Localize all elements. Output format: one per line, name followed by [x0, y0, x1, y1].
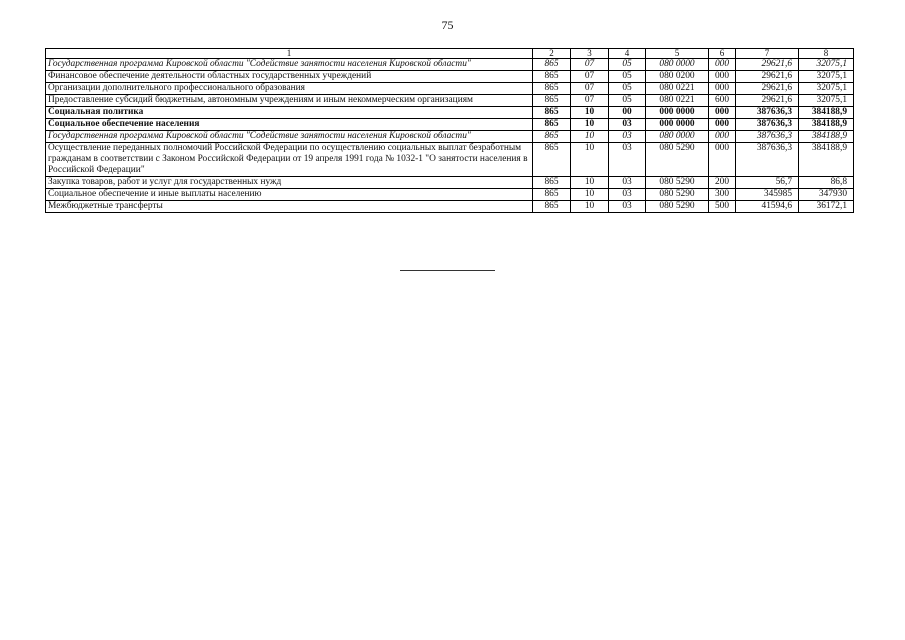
table-row — [46, 189, 854, 201]
subsection-code: 00 — [609, 107, 646, 119]
amount-col-7: 387636,3 — [736, 107, 799, 119]
target-article-code: 080 5290 — [646, 189, 709, 201]
target-article-code: 080 0000 — [646, 59, 709, 71]
section-code: 10 — [571, 189, 609, 201]
amount-col-8: 384188,9 — [799, 143, 854, 177]
target-article-code: 000 0000 — [646, 119, 709, 131]
table-row — [46, 143, 854, 177]
table-row — [46, 119, 854, 131]
admin-code: 865 — [533, 177, 571, 189]
row-name: Социальное обеспечение населения — [46, 119, 533, 131]
amount-col-7: 387636,3 — [736, 119, 799, 131]
target-article-code: 080 0000 — [646, 131, 709, 143]
expense-type-code: 600 — [709, 95, 736, 107]
expense-type-code: 000 — [709, 83, 736, 95]
amount-col-7: 29621,6 — [736, 59, 799, 71]
table-row — [46, 201, 854, 213]
admin-code: 865 — [533, 201, 571, 213]
row-name: Государственная программа Кировской области "Содействие занятости населения Кировской области" — [46, 131, 533, 143]
column-header: 4 — [609, 49, 646, 59]
admin-code: 865 — [533, 143, 571, 177]
expense-type-code: 000 — [709, 107, 736, 119]
amount-col-7: 387636,3 — [736, 143, 799, 177]
column-header: 6 — [709, 49, 736, 59]
subsection-code: 05 — [609, 83, 646, 95]
section-code: 10 — [571, 107, 609, 119]
row-name: Социальное обеспечение и иные выплаты населению — [46, 189, 533, 201]
section-code: 10 — [571, 177, 609, 189]
subsection-code: 03 — [609, 201, 646, 213]
amount-col-8: 36172,1 — [799, 201, 854, 213]
amount-col-8: 32075,1 — [799, 95, 854, 107]
row-name: Государственная программа Кировской области "Содействие занятости населения Кировской области" — [46, 59, 533, 71]
subsection-code: 03 — [609, 189, 646, 201]
table-row — [46, 59, 854, 71]
amount-col-7: 29621,6 — [736, 83, 799, 95]
amount-col-8: 32075,1 — [799, 83, 854, 95]
expense-type-code: 000 — [709, 131, 736, 143]
amount-col-8: 347930 — [799, 189, 854, 201]
expense-type-code: 300 — [709, 189, 736, 201]
row-name: Осуществление переданных полномочий Российской Федерации по осуществлению социальных выплат безработным гражданам в соответствии с Законом Российской Федерации от 19 апреля 1991 года № 1032-1 "О занятости населения в Российской Федерации" — [46, 143, 533, 177]
section-code: 10 — [571, 119, 609, 131]
table-row — [46, 95, 854, 107]
section-code: 07 — [571, 59, 609, 71]
column-header: 2 — [533, 49, 571, 59]
budget-table — [45, 48, 854, 213]
row-name: Предоставление субсидий бюджетным, автономным учреждениям и иным некоммерческим организациям — [46, 95, 533, 107]
admin-code: 865 — [533, 83, 571, 95]
table-row — [46, 71, 854, 83]
end-rule — [400, 270, 495, 271]
admin-code: 865 — [533, 189, 571, 201]
expense-type-code: 200 — [709, 177, 736, 189]
subsection-code: 03 — [609, 131, 646, 143]
amount-col-8: 32075,1 — [799, 71, 854, 83]
expense-type-code: 500 — [709, 201, 736, 213]
target-article-code: 080 0221 — [646, 95, 709, 107]
row-name: Закупка товаров, работ и услуг для государственных нужд — [46, 177, 533, 189]
expense-type-code: 000 — [709, 119, 736, 131]
admin-code: 865 — [533, 131, 571, 143]
subsection-code: 03 — [609, 143, 646, 177]
target-article-code: 000 0000 — [646, 107, 709, 119]
expense-type-code: 000 — [709, 143, 736, 177]
row-name: Межбюджетные трансферты — [46, 201, 533, 213]
expense-type-code: 000 — [709, 71, 736, 83]
subsection-code: 05 — [609, 59, 646, 71]
amount-col-8: 32075,1 — [799, 59, 854, 71]
section-code: 10 — [571, 201, 609, 213]
amount-col-8: 86,8 — [799, 177, 854, 189]
target-article-code: 080 5290 — [646, 143, 709, 177]
page-number: 75 — [441, 18, 454, 32]
subsection-code: 05 — [609, 95, 646, 107]
amount-col-7: 387636,3 — [736, 131, 799, 143]
amount-col-7: 41594,6 — [736, 201, 799, 213]
table-row — [46, 107, 854, 119]
section-code: 07 — [571, 95, 609, 107]
section-code: 07 — [571, 71, 609, 83]
target-article-code: 080 5290 — [646, 177, 709, 189]
table-header-row — [46, 49, 854, 59]
amount-col-7: 56,7 — [736, 177, 799, 189]
amount-col-7: 29621,6 — [736, 95, 799, 107]
amount-col-7: 29621,6 — [736, 71, 799, 83]
column-header: 5 — [646, 49, 709, 59]
subsection-code: 03 — [609, 119, 646, 131]
admin-code: 865 — [533, 59, 571, 71]
target-article-code: 080 5290 — [646, 201, 709, 213]
column-header: 3 — [571, 49, 609, 59]
subsection-code: 05 — [609, 71, 646, 83]
subsection-code: 03 — [609, 177, 646, 189]
row-name: Социальная политика — [46, 107, 533, 119]
row-name: Финансовое обеспечение деятельности областных государственных учреждений — [46, 71, 533, 83]
amount-col-8: 384188,9 — [799, 131, 854, 143]
target-article-code: 080 0221 — [646, 83, 709, 95]
target-article-code: 080 0200 — [646, 71, 709, 83]
admin-code: 865 — [533, 107, 571, 119]
table-row — [46, 131, 854, 143]
amount-col-7: 345985 — [736, 189, 799, 201]
table-row — [46, 177, 854, 189]
section-code: 10 — [571, 143, 609, 177]
row-name: Организации дополнительного профессионального образования — [46, 83, 533, 95]
admin-code: 865 — [533, 71, 571, 83]
section-code: 07 — [571, 83, 609, 95]
amount-col-8: 384188,9 — [799, 119, 854, 131]
column-header: 7 — [736, 49, 799, 59]
admin-code: 865 — [533, 119, 571, 131]
column-header: 1 — [46, 49, 533, 59]
section-code: 10 — [571, 131, 609, 143]
column-header: 8 — [799, 49, 854, 59]
table-row — [46, 83, 854, 95]
expense-type-code: 000 — [709, 59, 736, 71]
admin-code: 865 — [533, 95, 571, 107]
amount-col-8: 384188,9 — [799, 107, 854, 119]
